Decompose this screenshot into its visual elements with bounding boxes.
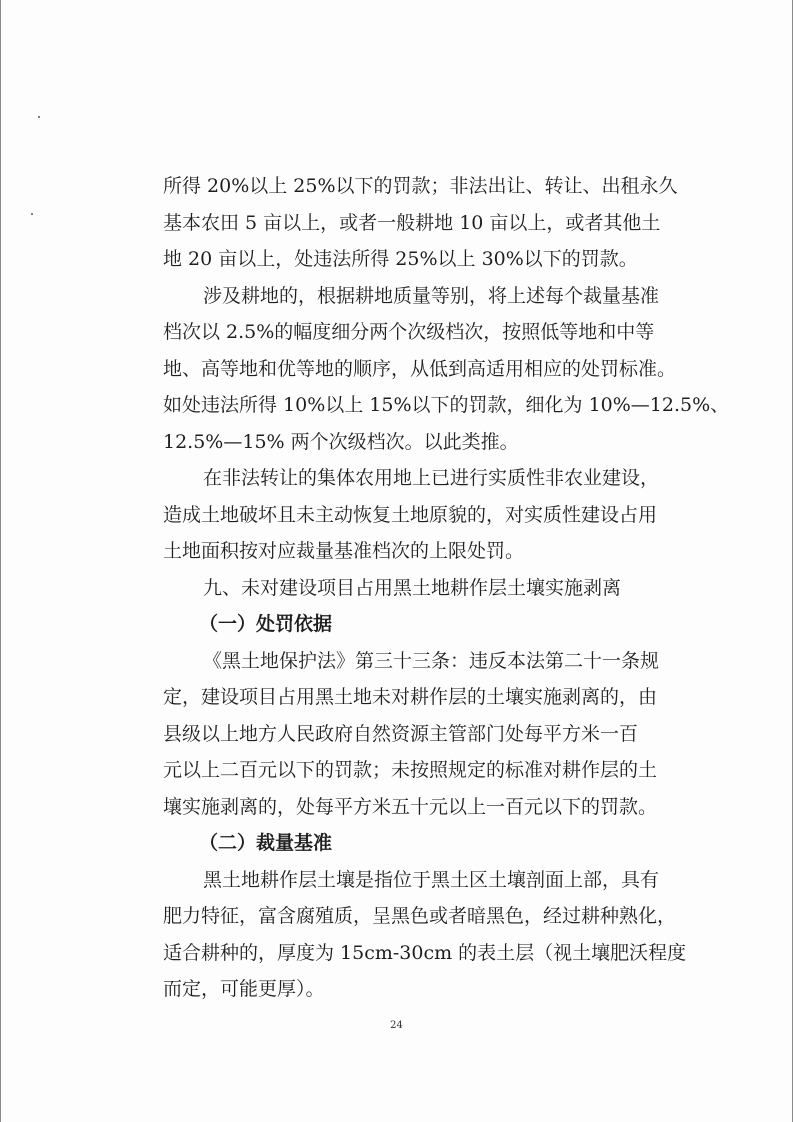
subsection-heading: （二）裁量基准 — [199, 832, 333, 854]
body-line: 肥力特征，富含腐殖质，呈黑色或者暗黑色，经过耕种熟化， — [163, 905, 677, 927]
body-line: 12.5%—15% 两个次级档次。以此类推。 — [163, 431, 519, 453]
body-line: 档次以 2.5%的幅度细分两个次级档次，按照低等地和中等 — [163, 321, 655, 343]
subsection-heading: （一）处罚依据 — [199, 613, 333, 635]
body-line: 土地面积按对应裁量基准档次的上限处罚。 — [163, 540, 525, 562]
body-line: 《黑土地保护法》第三十三条：违反本法第二十一条规 — [203, 650, 660, 672]
body-line: 在非法转让的集体农用地上已进行实质性非农业建设， — [203, 467, 660, 489]
body-line: 而定，可能更厚）。 — [163, 978, 325, 1000]
body-line: 基本农田 5 亩以上，或者一般耕地 10 亩以上，或者其他土 — [163, 212, 661, 234]
scan-edge-left — [0, 0, 1, 1122]
body-line: 造成土地破坏且未主动恢复土地原貌的，对实质性建设占用 — [163, 504, 658, 526]
page-number: 24 — [390, 1020, 403, 1031]
body-line: 黑土地耕作层土壤是指位于黑土区土壤剖面上部，具有 — [203, 869, 660, 891]
body-line: 适合耕种的，厚度为 15cm-30cm 的表土层（视土壤肥沃程度 — [163, 942, 687, 964]
scan-speck — [31, 213, 33, 215]
body-line: 定，建设项目占用黑土地未对耕作层的土壤实施剥离的，由 — [163, 686, 658, 708]
section-heading: 九、未对建设项目占用黑土地耕作层土壤实施剥离 — [203, 577, 622, 599]
body-line: 所得 20%以上 25%以下的罚款；非法出让、转让、出租永久 — [163, 175, 678, 197]
body-line: 县级以上地方人民政府自然资源主管部门处每平方米一百 — [163, 723, 639, 745]
body-line: 元以上二百元以下的罚款；未按照规定的标准对耕作层的土 — [163, 759, 658, 781]
body-line: 壤实施剥离的，处每平方米五十元以上一百元以下的罚款。 — [163, 796, 658, 818]
body-line: 如处违法所得 10%以上 15%以下的罚款，细化为 10%—12.5%、 — [163, 394, 730, 416]
body-line: 地 20 亩以上，处违法所得 25%以上 30%以下的罚款。 — [163, 248, 638, 270]
body-line: 涉及耕地的，根据耕地质量等别，将上述每个裁量基准 — [203, 285, 660, 307]
body-line: 地、高等地和优等地的顺序，从低到高适用相应的处罚标准。 — [163, 358, 677, 380]
scan-speck — [38, 116, 40, 118]
